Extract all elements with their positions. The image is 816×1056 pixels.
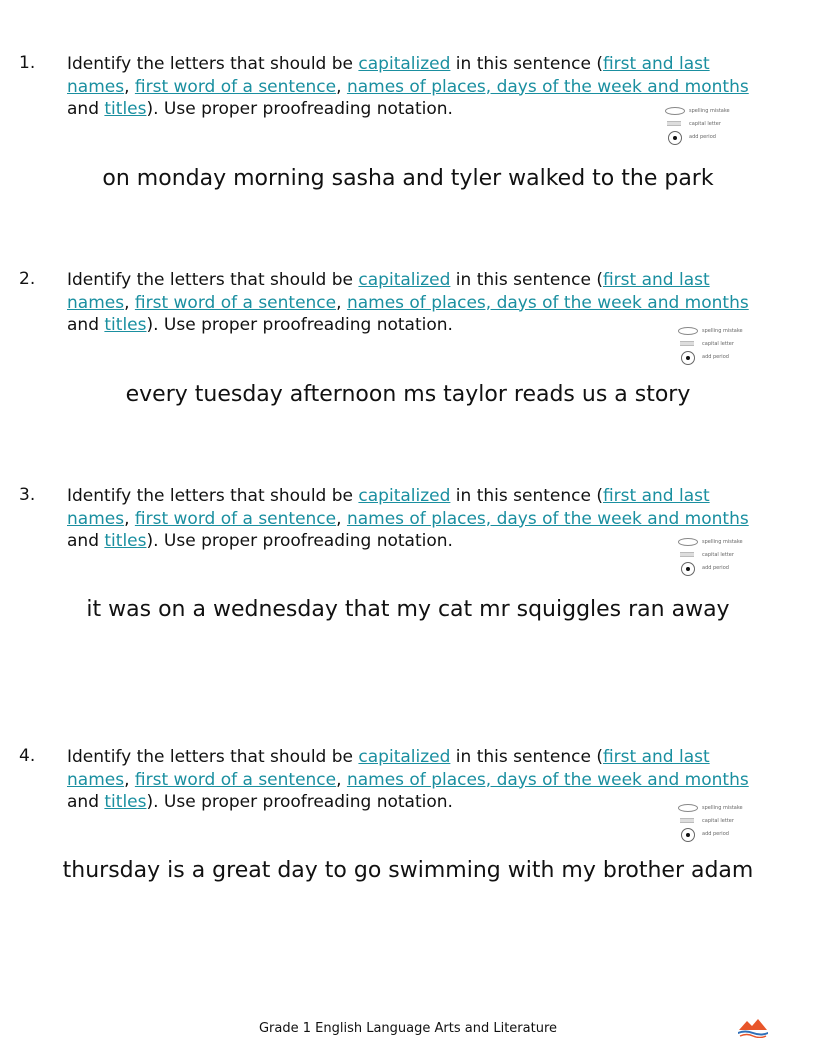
question-instruction: Identify the letters that should be capitalized in this sentence (first and last names, first word of a sentence, names of places, days of the week and months and titles). Use proper proofreading notation. — [67, 270, 749, 335]
practice-sentence-4: thursday is a great day to go swimming with my brother adam — [62, 858, 754, 883]
capital-letter-icon — [667, 121, 681, 126]
titles-link[interactable]: titles — [104, 99, 147, 119]
first-and-last-names-link[interactable]: first and last names — [67, 270, 710, 313]
places-days-months-link[interactable]: names of places, days of the week and months — [346, 292, 749, 313]
spelling-mistake-icon — [678, 327, 698, 335]
legend-spelling: spelling mistake — [676, 536, 776, 549]
proofreading-legend — [663, 105, 763, 144]
legend-spelling: spelling mistake — [676, 802, 776, 815]
practice-sentence-1: on monday morning sasha and tyler walked to the park — [102, 166, 714, 191]
first-and-last-names-link[interactable]: first and last names — [67, 54, 710, 97]
page-footer: Grade 1 English Language Arts and Literature — [258, 1021, 558, 1036]
legend-capital: capital letter — [676, 549, 776, 562]
first-word-of-sentence-link[interactable]: first word of a sentence — [134, 292, 337, 313]
legend-period: add period — [676, 828, 776, 841]
practice-sentence-2: every tuesday afternoon ms taylor reads us a story — [125, 382, 691, 407]
legend-capital: capital letter — [676, 338, 776, 351]
question-instruction: Identify the letters that should be capitalized in this sentence (first and last names, first word of a sentence, names of places, days of the week and months and titles). Use proper proofreading notation. — [67, 747, 749, 812]
places-days-months-link[interactable]: names of places, days of the week and months — [346, 508, 749, 529]
spelling-mistake-icon — [665, 107, 685, 115]
first-word-of-sentence-link[interactable]: first word of a sentence — [134, 769, 337, 790]
proofreading-legend — [676, 325, 776, 364]
add-period-icon — [681, 828, 695, 842]
legend-period: add period — [663, 131, 763, 144]
legend-capital: capital letter — [676, 815, 776, 828]
spelling-mistake-icon — [678, 804, 698, 812]
legend-period: add period — [676, 351, 776, 364]
titles-link[interactable]: titles — [104, 792, 147, 812]
places-days-months-link[interactable]: names of places, days of the week and months — [346, 76, 749, 97]
add-period-icon — [681, 562, 695, 576]
practice-sentence-3: it was on a wednesday that my cat mr squiggles ran away — [86, 597, 730, 622]
legend-capital: capital letter — [663, 118, 763, 131]
capitalized-link[interactable]: capitalized — [358, 486, 451, 506]
capitalized-link[interactable]: capitalized — [358, 747, 451, 767]
question-instruction: Identify the letters that should be capitalized in this sentence (first and last names, first word of a sentence, names of places, days of the week and months and titles). Use proper proofreading notation. — [67, 486, 749, 551]
spelling-mistake-icon — [678, 538, 698, 546]
question-number: 1. — [19, 53, 36, 73]
question-instruction: Identify the letters that should be capitalized in this sentence (first and last names, first word of a sentence, names of places, days of the week and months and titles). Use proper proofreading notation. — [67, 54, 749, 119]
first-and-last-names-link[interactable]: first and last names — [67, 747, 710, 790]
proofreading-legend — [676, 536, 776, 575]
legend-spelling: spelling mistake — [676, 325, 776, 338]
question-number: 2. — [19, 269, 36, 289]
first-word-of-sentence-link[interactable]: first word of a sentence — [134, 508, 337, 529]
capital-letter-icon — [680, 341, 694, 346]
question-number: 3. — [19, 485, 36, 505]
titles-link[interactable]: titles — [104, 315, 147, 335]
capitalized-link[interactable]: capitalized — [358, 270, 451, 290]
capitalized-link[interactable]: capitalized — [358, 54, 451, 74]
question-number: 4. — [19, 746, 36, 766]
capital-letter-icon — [680, 552, 694, 557]
proofreading-legend — [676, 802, 776, 841]
publisher-logo-icon — [737, 1016, 769, 1038]
legend-period: add period — [676, 562, 776, 575]
first-word-of-sentence-link[interactable]: first word of a sentence — [134, 76, 337, 97]
first-and-last-names-link[interactable]: first and last names — [67, 486, 710, 529]
add-period-icon — [668, 131, 682, 145]
places-days-months-link[interactable]: names of places, days of the week and months — [346, 769, 749, 790]
legend-spelling: spelling mistake — [663, 105, 763, 118]
titles-link[interactable]: titles — [104, 531, 147, 551]
capital-letter-icon — [680, 818, 694, 823]
add-period-icon — [681, 351, 695, 365]
